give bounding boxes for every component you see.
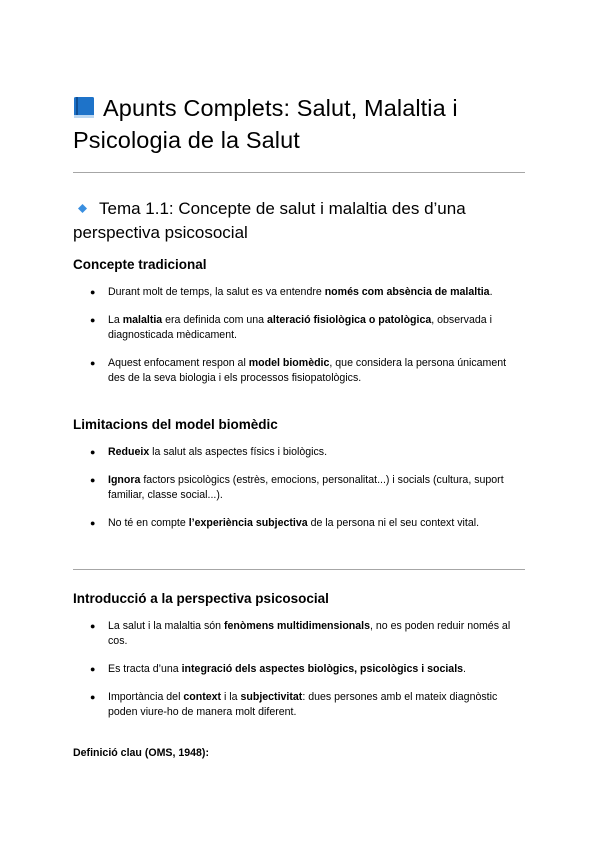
bullet-icon: ● — [90, 447, 96, 457]
list-item: ● Redueix la salut als aspectes físics i biològics. — [90, 446, 328, 458]
bullet-icon: ● — [90, 664, 96, 674]
bullet-list-concepte — [73, 285, 525, 386]
page-title — [73, 92, 525, 156]
section-title-text: Tema 1.1: Concepte de salut i malaltia des d’una perspectiva psicosocial — [73, 199, 466, 242]
list-item: ● Durant molt de temps, la salut es va entendre només com absència de malaltia. — [90, 286, 493, 298]
list-item: ● Ignora factors psicològics (estrès, emocions, personalitat...) i socials (cultura, suport familiar, classe social...). — [90, 474, 504, 501]
divider — [73, 172, 525, 173]
list-item: ● Aquest enfocament respon al model biomèdic, que considera la persona únicament des de la seva biologia i els processos fisiopatològics. — [90, 357, 507, 384]
list-item: ● Importància del context i la subjectivitat: dues persones amb el mateix diagnòstic poden viure-ho de manera molt diferent. — [90, 691, 498, 718]
bullet-list-psicosocial — [73, 619, 525, 720]
list-item: ● Es tracta d’una integració dels aspectes biològics, psicològics i socials. — [90, 663, 466, 675]
bullet-icon: ● — [90, 621, 96, 631]
subheading-concepte-tradicional: Concepte tradicional — [73, 257, 207, 272]
blue-book-icon — [73, 96, 95, 119]
subheading-limitacions: Limitacions del model biomèdic — [73, 417, 278, 432]
page-title-text: Apunts Complets: Salut, Malaltia i Psicologia de la Salut — [73, 95, 458, 153]
bullet-icon: ● — [90, 518, 96, 528]
divider — [73, 569, 525, 570]
definition-label: Definició clau (OMS, 1948): — [73, 747, 209, 759]
section-title — [73, 197, 525, 245]
list-item: ● La salut i la malaltia són fenòmens multidimensionals, no es poden reduir només al cos. — [90, 620, 511, 647]
bullet-icon: ● — [90, 315, 96, 325]
small-blue-diamond-icon — [78, 204, 87, 213]
bullet-icon: ● — [90, 287, 96, 297]
list-item: ● La malaltia era definida com una alteració fisiològica o patològica, observada i diagnosticada mèdicament. — [90, 314, 492, 341]
bullet-icon: ● — [90, 692, 96, 702]
bullet-icon: ● — [90, 475, 96, 485]
subheading-perspectiva-psicosocial: Introducció a la perspectiva psicosocial — [73, 591, 329, 606]
bullet-list-limitacions — [73, 445, 525, 531]
list-item: ● No té en compte l’experiència subjectiva de la persona ni el seu context vital. — [90, 517, 480, 529]
bullet-icon: ● — [90, 358, 96, 368]
